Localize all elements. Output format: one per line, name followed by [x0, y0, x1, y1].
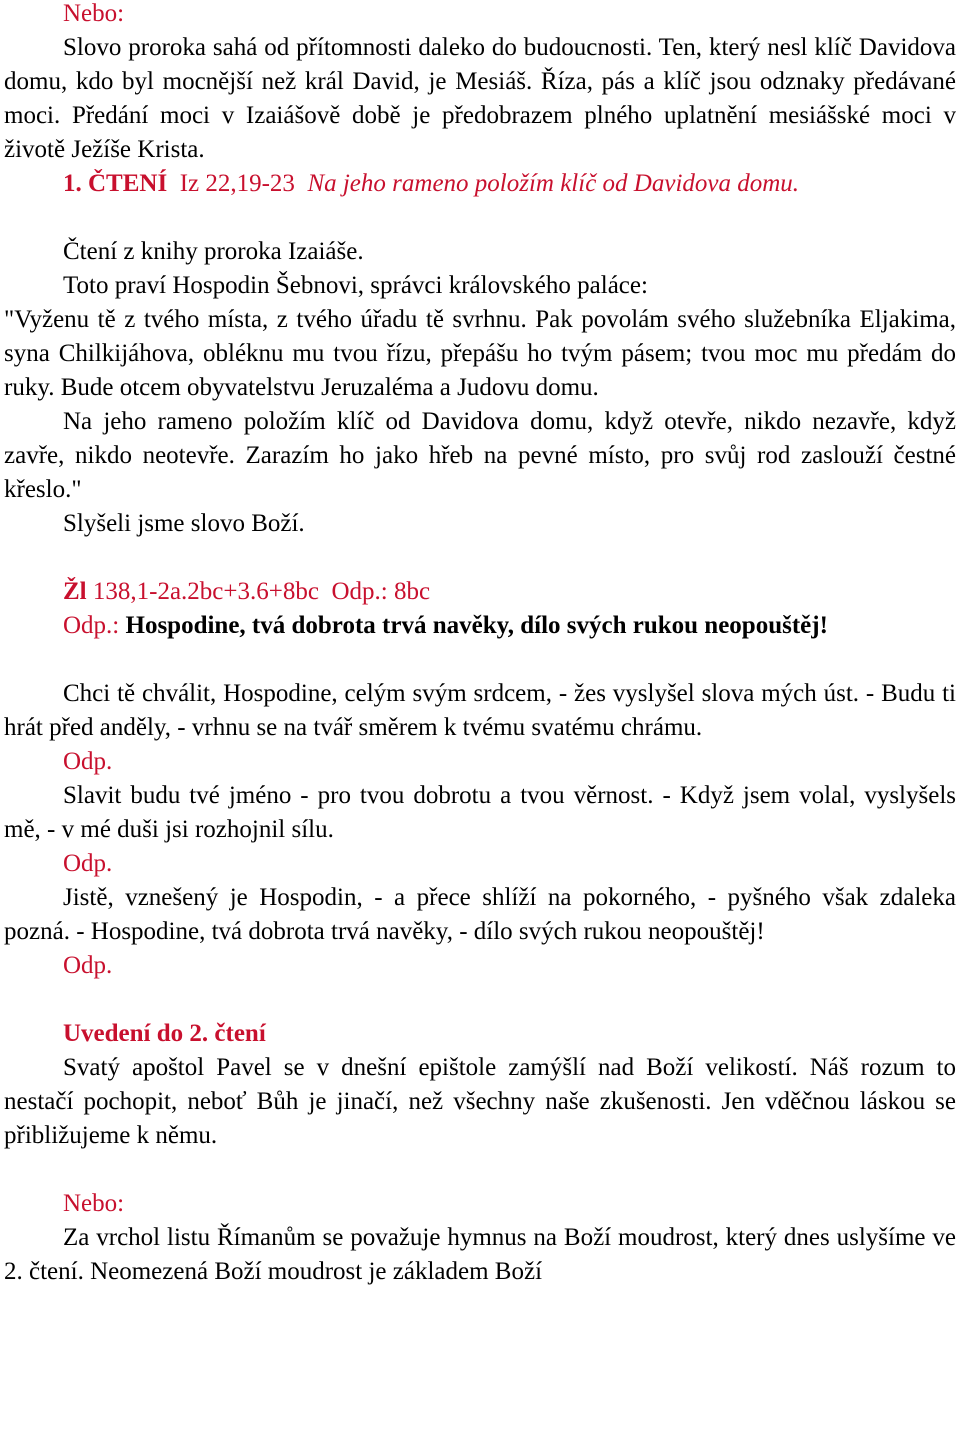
- reading1-paragraph-1: Toto praví Hospodin Šebnovi, správci královského paláce:: [63, 272, 648, 299]
- psalm-stanza-1: Chci tě chválit, Hospodine, celým svým srdcem, - žes vyslyšel slova mých úst. - Budu ti hrát před anděly, - vrhnu se na tvář směrem k tvému svatému chrámu.: [4, 680, 956, 741]
- spacer: [4, 1153, 956, 1187]
- psalm-response-ref-value: 8bc: [393, 578, 431, 605]
- psalm-response: [4, 609, 956, 643]
- reading1-source: Čtení z knihy proroka Izaiáše.: [63, 238, 364, 265]
- psalm-reference: 138,1-2a.2bc+3.6+8bc: [92, 578, 319, 605]
- psalm-heading: [4, 575, 956, 609]
- psalm-odp-marker: Odp.: [63, 850, 113, 877]
- psalm-odp-marker: Odp.: [63, 952, 113, 979]
- reading1-heading: [4, 167, 956, 201]
- spacer: [4, 541, 956, 575]
- psalm-response-text: Hospodine, tvá dobrota trvá navěky, dílo svých rukou neopouštěj!: [125, 612, 828, 639]
- reading1-paragraph-2: "Vyženu tě z tvého místa, z tvého úřadu tě svrhnu. Pak povolám svého služebníka Eljakima, syna Chilkijáhova, obléknu mu tvou řízu, přepášu ho tvým pásem; tvou moc mu předám do ruky. Bude otcem obyvatelstvu Jeruzaléma a Judovu domu.: [4, 306, 956, 401]
- spacer: [4, 201, 956, 235]
- reading1-paragraph-3: Na jeho rameno položím klíč od Davidova domu, když otevře, nikdo nezavře, když zavře, nikdo neotevře. Zarazím ho jako hřeb na pevné místo, pro svůj rod zaslouží čestné křeslo.": [4, 408, 956, 503]
- intro-label: Nebo:: [63, 0, 125, 27]
- intro-paragraph: Slovo proroka sahá od přítomnosti daleko do budoucnosti. Ten, který nesl klíč Davidova domu, kdo byl mocnější než král David, je Mesiáš. Říza, pás a klíč jsou odznaky předávané moci. Předání moci v Izaiášově době je předobrazem plného uplatnění mesiášské moci v životě Ježíše Krista.: [4, 34, 956, 163]
- psalm-response-ref-label: Odp.:: [331, 578, 388, 605]
- intro2-alt-label: Nebo:: [63, 1190, 125, 1217]
- psalm-stanza-2: Slavit budu tvé jméno - pro tvou dobrotu a tvou věrnost. - Když jsem volal, vyslyšels mě, - v mé duši jsi rozhojnil sílu.: [4, 782, 956, 843]
- psalm-odp-marker: Odp.: [63, 748, 113, 775]
- reading1-subtitle: Na jeho rameno položím klíč od Davidova domu.: [307, 170, 800, 197]
- reading1-reference: Iz 22,19-23: [179, 170, 295, 197]
- intro2-heading: Uvedení do 2. čtení: [63, 1020, 266, 1047]
- intro2-alt-paragraph: Za vrchol listu Římanům se považuje hymnus na Boží moudrost, který dnes uslyšíme ve 2. čtení. Neomezená Boží moudrost je základem Boží: [4, 1224, 956, 1285]
- reading1-number: 1.: [63, 170, 82, 197]
- reading1-title: ČTENÍ: [88, 170, 168, 197]
- document-page: [4, 0, 956, 1289]
- intro2-paragraph: Svatý apoštol Pavel se v dnešní epištole zamýšlí nad Boží velikostí. Náš rozum to nestačí pochopit, neboť Bůh je jinačí, než všechny naše zkušenosti. Jen vděčnou láskou se přibližujeme k němu.: [4, 1054, 956, 1149]
- psalm-stanza-3: Jistě, vznešený je Hospodin, - a přece shlíží na pokorného, - pyšného však zdaleka pozná. - Hospodine, tvá dobrota trvá navěky, - dílo svých rukou neopouštěj!: [4, 884, 956, 945]
- reading1-closing: Slyšeli jsme slovo Boží.: [63, 510, 305, 537]
- psalm-abbrev: Žl: [63, 578, 87, 605]
- spacer: [4, 643, 956, 677]
- psalm-response-label: Odp.:: [63, 612, 120, 639]
- spacer: [4, 983, 956, 1017]
